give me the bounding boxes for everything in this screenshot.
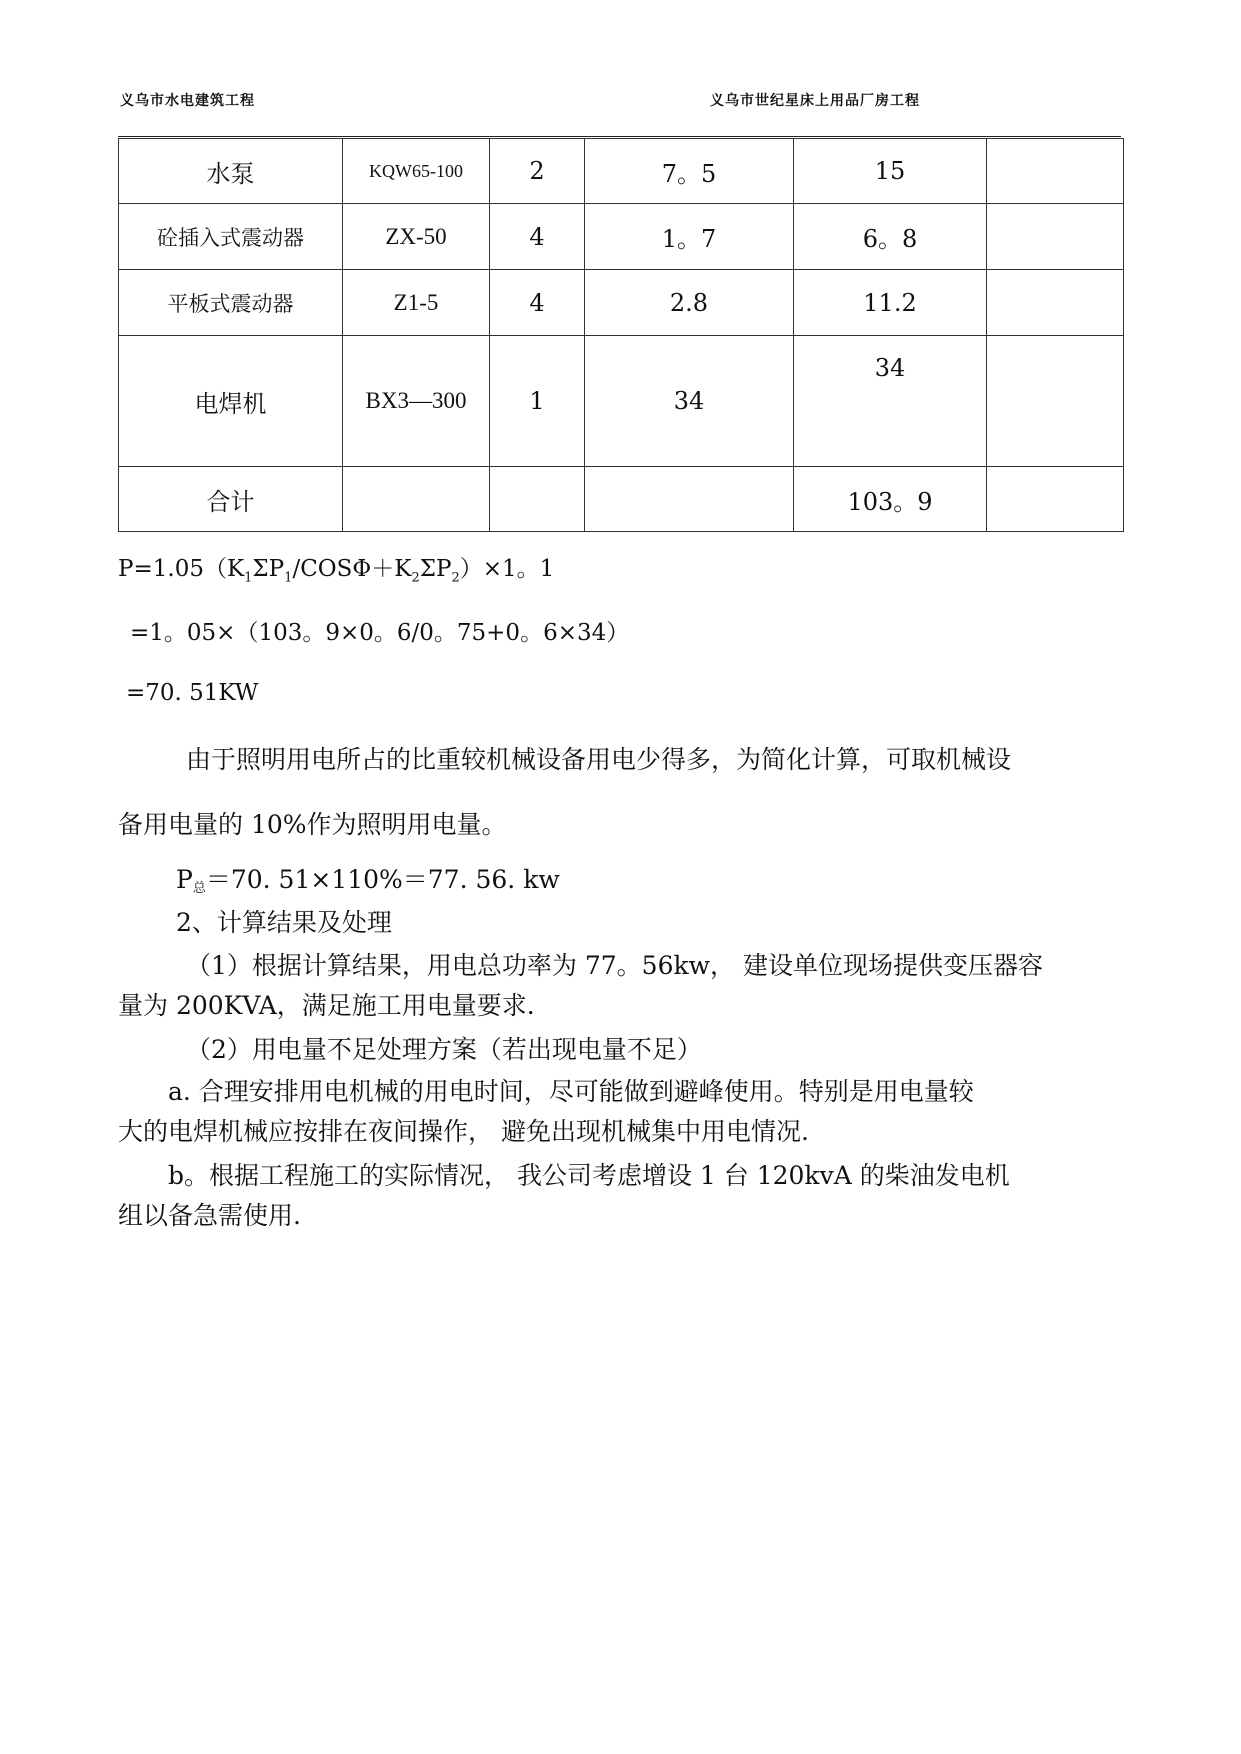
cell-model (343, 336, 490, 467)
formula-line-3: =70. 51KW (126, 680, 259, 706)
cell-total: 103。9 (794, 467, 987, 532)
cell-model: Z1-5 (343, 270, 490, 336)
cell-name: 水泵 (119, 139, 343, 204)
para-part: ＝70. 51×110%＝77. 56. kw (205, 865, 560, 894)
cell-power: 2.8 (585, 270, 794, 336)
cell-total: 11.2 (794, 270, 987, 336)
paragraph: b。根据工程施工的实际情况， 我公司考虑增设 1 台 120kvA 的柴油发电机 (168, 1161, 1010, 1190)
section-heading: 2、计算结果及处理 (176, 908, 392, 937)
cell-name: 电焊机 (119, 336, 343, 467)
paragraph: （2）用电量不足处理方案（若出现电量不足） (186, 1035, 702, 1064)
formula-line-1 (118, 550, 554, 586)
paragraph: 组以备急需使用. (118, 1201, 301, 1230)
formula-part: ΣP (419, 556, 452, 582)
cell-power: 1。7 (585, 204, 794, 270)
cell-note (987, 270, 1124, 336)
table-row (119, 467, 1124, 532)
cell-total: 15 (794, 139, 987, 204)
table-row (119, 204, 1124, 270)
cell-model: KQW65-100 (343, 139, 490, 204)
table-row (119, 270, 1124, 336)
cell-qty: 4 (490, 204, 585, 270)
formula-part: /COSΦ＋K (292, 556, 412, 582)
header-rule (118, 136, 1121, 137)
cell-note (987, 467, 1124, 532)
cell-note (987, 139, 1124, 204)
cell-total: 6。8 (794, 204, 987, 270)
cell-qty: 4 (490, 270, 585, 336)
cell-power (585, 467, 794, 532)
cell-note (987, 336, 1124, 467)
cell-note (987, 204, 1124, 270)
paragraph: a. 合理安排用电机械的用电时间，尽可能做到避峰使用。特别是用电量较 (168, 1077, 974, 1106)
formula-line-2: =1。05×（103。9×0。6/0。75+0。6×34） (130, 620, 630, 646)
cell-model-text: BX3—300 (365, 388, 467, 413)
paragraph: （1）根据计算结果，用电总功率为 77。56kw， 建设单位现场提供变压器容 (186, 951, 1043, 980)
cell-qty: 2 (490, 139, 585, 204)
table-row (119, 336, 1124, 467)
equipment-table (118, 138, 1124, 532)
header-right: 义乌市世纪星床上用品厂房工程 (710, 93, 920, 109)
cell-total: 34 (794, 336, 987, 467)
cell-power: 7。5 (585, 139, 794, 204)
paragraph: 量为 200KVA，满足施工用电量要求. (118, 991, 535, 1020)
formula-part: ΣP (252, 556, 285, 582)
cell-model: ZX-50 (343, 204, 490, 270)
cell-name: 平板式震动器 (119, 270, 343, 336)
paragraph: 由于照明用电所占的比重较机械设备用电少得多，为简化计算，可取机械设 (186, 745, 1012, 774)
cell-name: 砼插入式震动器 (119, 204, 343, 270)
formula-subscript: 2 (411, 570, 420, 586)
paragraph: 大的电焊机械应按排在夜间操作， 避免出现机械集中用电情况. (118, 1117, 809, 1146)
formula-subscript: 1 (284, 570, 293, 586)
cell-model (343, 467, 490, 532)
para-subscript: 总 (192, 881, 206, 896)
formula-subscript: 2 (451, 570, 460, 586)
cell-qty (490, 467, 585, 532)
para-part: P (176, 865, 193, 894)
formula-part: P=1.05（K (118, 556, 245, 582)
paragraph: 备用电量的 10%作为照明用电量。 (118, 810, 507, 839)
cell-qty: 1 (490, 336, 585, 467)
cell-name: 合计 (119, 467, 343, 532)
formula-part: ）×1。1 (459, 556, 555, 582)
paragraph (176, 860, 1176, 896)
formula-subscript: 1 (244, 570, 253, 586)
header-left: 义乌市水电建筑工程 (120, 93, 255, 109)
table-row (119, 139, 1124, 204)
cell-power: 34 (585, 336, 794, 467)
